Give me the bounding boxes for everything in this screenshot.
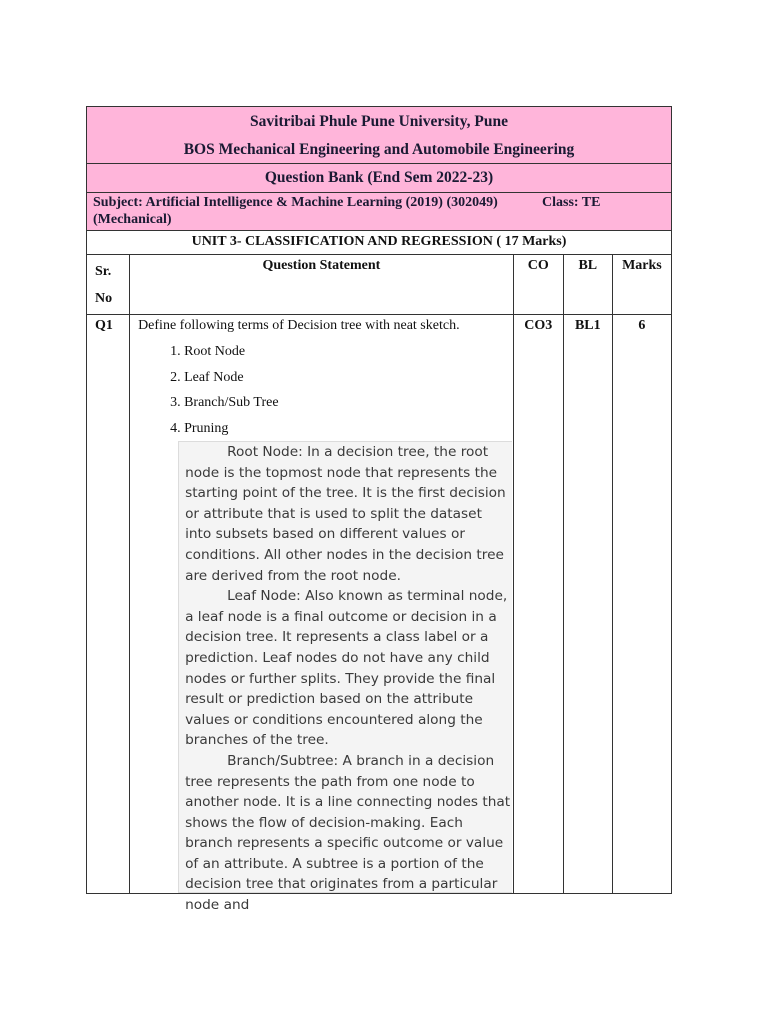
col-header-bl: BL: [563, 255, 612, 315]
answer-leaf-node: Leaf Node: Also known as terminal node, a leaf node is a final outcome or decision in a decision tree. It represents a class label or a prediction. Leaf nodes do not have any child nodes or further splits. They provide the final result or prediction based on the attribute values or conditions encountered along the branches of the tree.: [185, 588, 508, 749]
class-label: Class: TE: [542, 195, 601, 210]
subject-name: Subject: Artificial Intelligence & Machine Learning (2019) (302049): [93, 195, 498, 210]
col-header-marks: Marks: [612, 255, 671, 315]
list-item: 3. Branch/Sub Tree: [184, 390, 513, 416]
question-bank-document: [86, 106, 672, 914]
list-item: 4. Pruning: [184, 416, 513, 442]
col-header-question: Question Statement: [130, 255, 514, 315]
marks-value: 6: [612, 315, 671, 894]
subject-cont: (Mechanical): [93, 212, 172, 227]
question-bank-title: Question Bank (End Sem 2022-23): [86, 163, 672, 192]
answer-branch-subtree: Branch/Subtree: A branch in a decision tree represents the path from one node to another node. It is a line connecting nodes that shows the flow of decision-making. Each branch represents a specific outcome or value of an attribute. A subtree is a portion of the decision tree that originates from a particular node and: [185, 752, 511, 914]
unit-title: UNIT 3- CLASSIFICATION AND REGRESSION ( 17 Marks): [86, 230, 672, 254]
question-statement: [130, 315, 514, 914]
list-item: 1. Root Node: [184, 339, 513, 365]
term-list: [138, 339, 513, 441]
bl-value: BL1: [563, 315, 612, 894]
question-text: Define following terms of Decision tree with neat sketch.: [138, 318, 460, 333]
board-name: BOS Mechanical Engineering and Automobile Engineering: [183, 141, 575, 158]
table-row: [87, 315, 672, 894]
question-number: Q1: [87, 315, 130, 894]
table-header-row: [87, 255, 672, 315]
col-header-co: CO: [513, 255, 563, 315]
answer-root-node: Root Node: In a decision tree, the root node is the topmost node that represents the starting point of the tree. It is the first decision or attribute that is used to split the dataset into subsets based on different values or conditions. All other nodes in the decision tree are derived from the root node.: [185, 444, 506, 584]
co-value: CO3: [513, 315, 563, 894]
university-name: Savitribai Phule Pune University, Pune: [250, 113, 508, 130]
question-table: [86, 254, 672, 914]
answer-text-box: [178, 441, 512, 914]
university-header: [86, 106, 672, 163]
subject-row: [86, 192, 672, 230]
col-header-sr: Sr. No: [87, 255, 130, 315]
list-item: 2. Leaf Node: [184, 365, 513, 391]
